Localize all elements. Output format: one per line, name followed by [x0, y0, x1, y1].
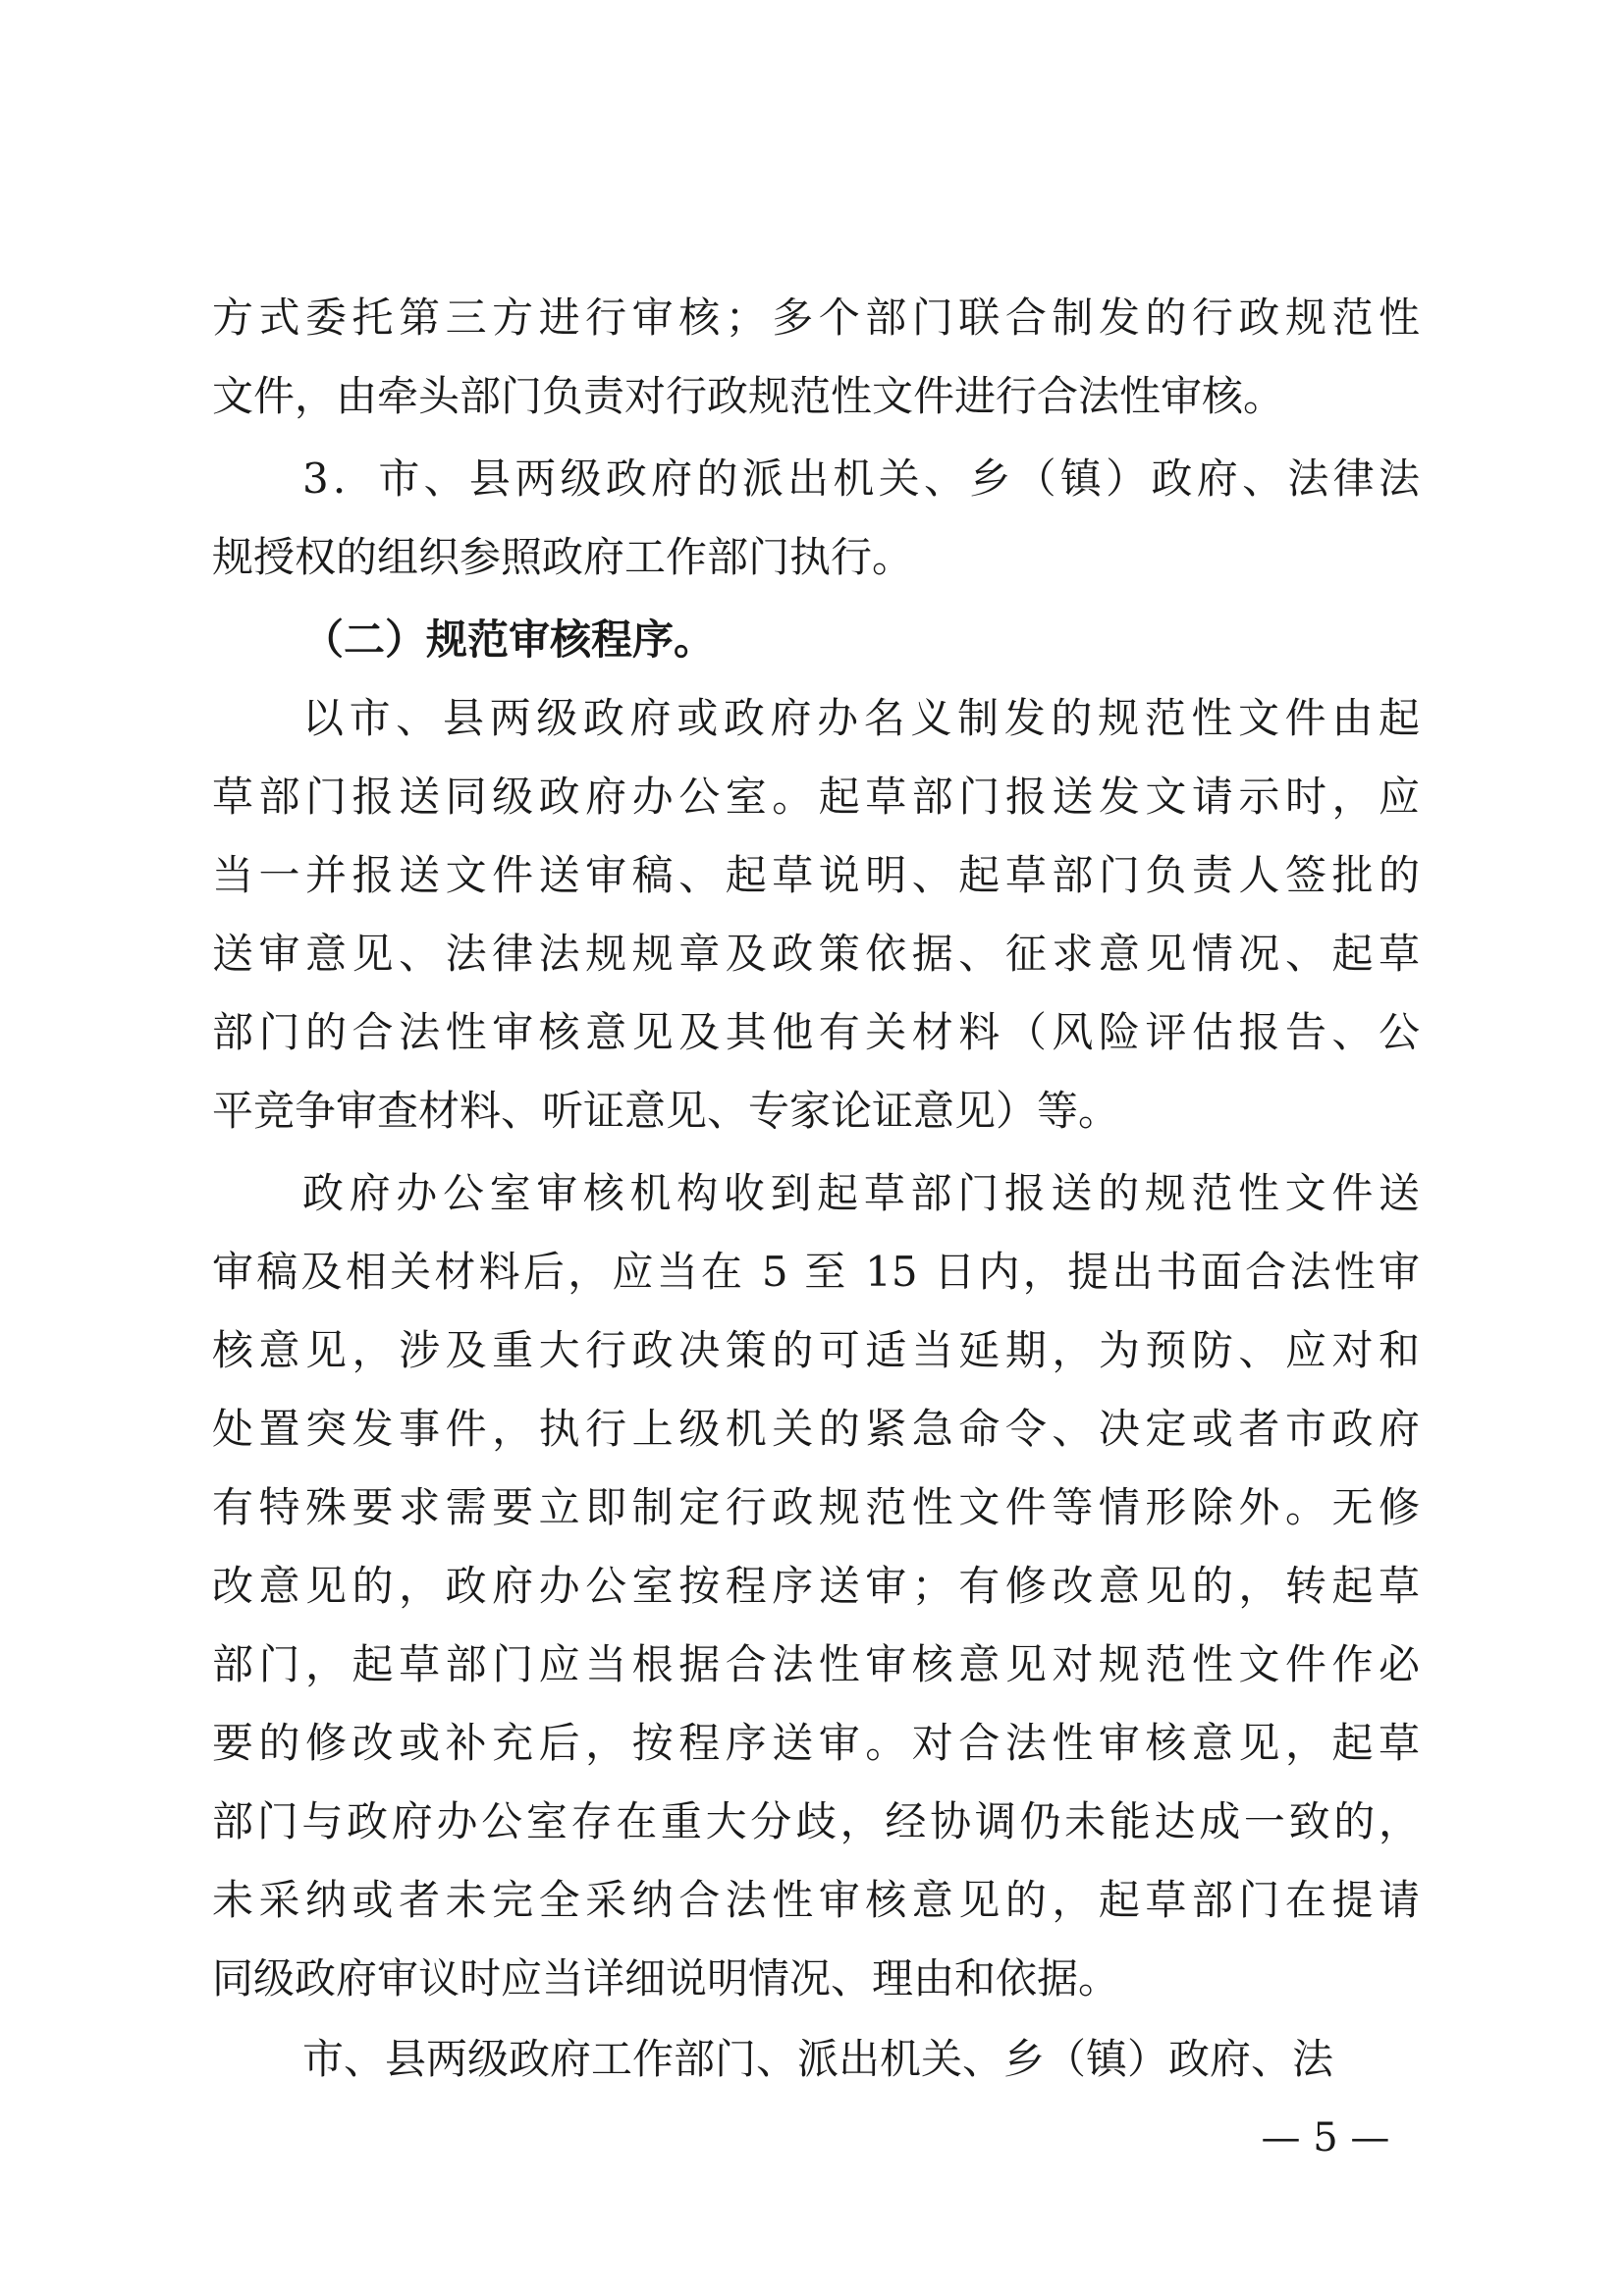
section-heading: （二）规范审核程序。 — [302, 615, 716, 664]
text-line-1: 方式委托第三方进行审核；多个部门联合制发的行政规范性 — [212, 294, 1420, 342]
text-line-17: 改意见的，政府办公室按程序送审；有修改意见的，转起草 — [212, 1562, 1420, 1610]
text-line-21: 未采纳或者未完全采纳合法性审核意见的，起草部门在提请 — [212, 1876, 1420, 1924]
text-line-18: 部门，起草部门应当根据合法性审核意见对规范性文件作必 — [212, 1640, 1420, 1688]
text-line-19: 要的修改或补充后，按程序送审。对合法性审核意见，起草 — [212, 1719, 1420, 1767]
text-line-3: 3．市、县两级政府的派出机关、乡（镇）政府、法律法 — [302, 454, 1420, 503]
text-line-23: 市、县两级政府工作部门、派出机关、乡（镇）政府、法 — [302, 2035, 1334, 2083]
text-line-2: 文件，由牵头部门负责对行政规范性文件进行合法性审核。 — [212, 372, 1285, 420]
text-line-13: 审稿及相关材料后，应当在 5 至 15 日内，提出书面合法性审 — [212, 1248, 1420, 1296]
page-number: — 5 — — [1261, 2115, 1390, 2161]
text-line-12: 政府办公室审核机构收到起草部门报送的规范性文件送 — [302, 1169, 1420, 1217]
text-line-20: 部门与政府办公室存在重大分歧，经协调仍未能达成一致的， — [212, 1797, 1420, 1845]
text-line-22: 同级政府审议时应当详细说明情况、理由和依据。 — [212, 1954, 1120, 2002]
text-line-6: 以市、县两级政府或政府办名义制发的规范性文件由起 — [302, 694, 1420, 742]
text-line-14: 核意见，涉及重大行政决策的可适当延期，为预防、应对和 — [212, 1326, 1420, 1374]
text-line-7: 草部门报送同级政府办公室。起草部门报送发文请示时，应 — [212, 773, 1420, 821]
text-line-4: 规授权的组织参照政府工作部门执行。 — [212, 533, 914, 581]
text-line-16: 有特殊要求需要立即制定行政规范性文件等情形除外。无修 — [212, 1483, 1420, 1531]
text-line-11: 平竞争审查材料、听证意见、专家论证意见）等。 — [212, 1087, 1120, 1135]
text-line-9: 送审意见、法律法规规章及政策依据、征求意见情况、起草 — [212, 930, 1420, 978]
text-line-8: 当一并报送文件送审稿、起草说明、起草部门负责人签批的 — [212, 851, 1420, 899]
text-line-15: 处置突发事件，执行上级机关的紧急命令、决定或者市政府 — [212, 1405, 1420, 1453]
text-line-10: 部门的合法性审核意见及其他有关材料（风险评估报告、公 — [212, 1008, 1420, 1056]
